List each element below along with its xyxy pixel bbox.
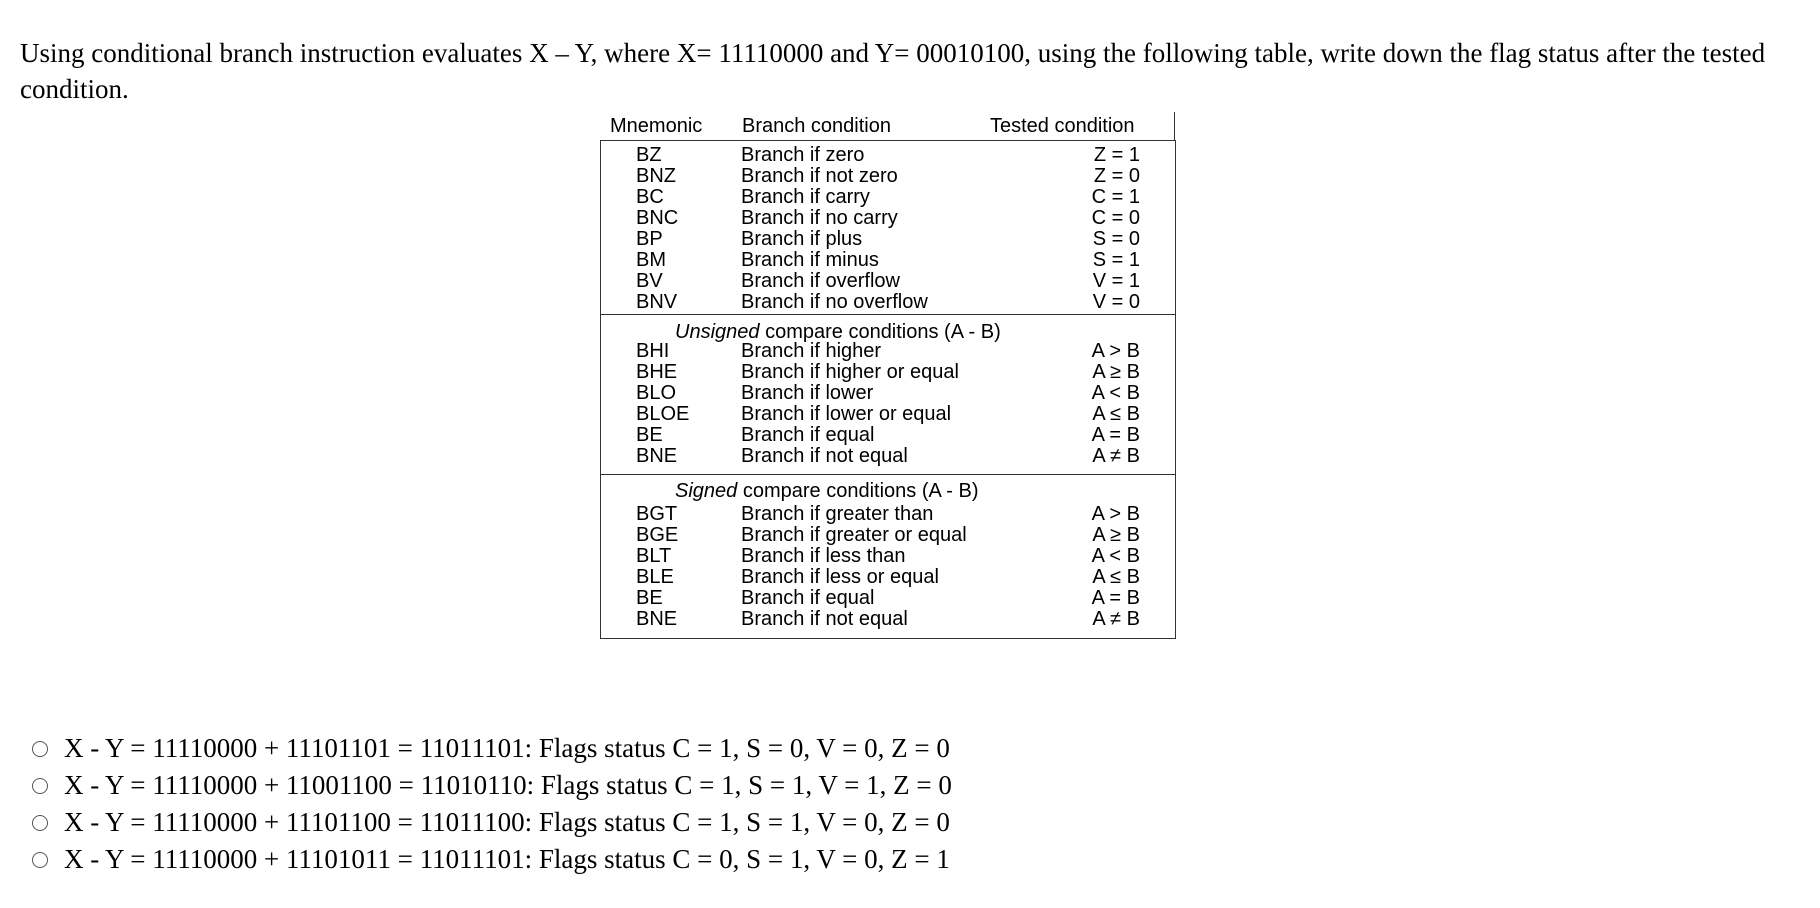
table-row — [600, 504, 1176, 525]
condition-cell: Branch if higher — [741, 340, 882, 362]
answer-option-2[interactable] — [32, 767, 952, 804]
condition-cell: Branch if carry — [741, 186, 870, 208]
condition-cell: Branch if equal — [741, 587, 875, 609]
tested-cell: A = B — [1091, 424, 1140, 446]
condition-cell: Branch if no carry — [741, 207, 898, 229]
mnemonic-cell: BGT — [636, 503, 678, 525]
condition-cell: Branch if not zero — [741, 165, 898, 187]
tested-cell: A ≥ B — [1092, 524, 1140, 546]
tested-cell: V = 0 — [1092, 291, 1140, 313]
mnemonic-cell: BNE — [636, 445, 678, 467]
table-row — [600, 404, 1176, 425]
mnemonic-cell: BHE — [636, 361, 678, 383]
table-row — [600, 446, 1176, 467]
answer-options — [32, 730, 952, 878]
answer-option-3[interactable] — [32, 804, 952, 841]
mnemonic-cell: BNZ — [636, 165, 676, 187]
tested-cell: A < B — [1091, 382, 1140, 404]
condition-cell: Branch if lower or equal — [741, 403, 952, 425]
unsigned-section — [600, 341, 1176, 467]
tested-cell: V = 1 — [1092, 270, 1140, 292]
table-row — [600, 341, 1176, 362]
table-row — [600, 271, 1176, 292]
condition-cell: Branch if greater than — [741, 503, 934, 525]
flag-section — [600, 145, 1176, 313]
header-branch-condition: Branch condition — [742, 115, 891, 137]
table-row — [600, 546, 1176, 567]
tested-cell: A < B — [1091, 545, 1140, 567]
header-mnemonic: Mnemonic — [610, 115, 703, 137]
mnemonic-cell: BHI — [636, 340, 670, 362]
answer-option-1[interactable] — [32, 730, 952, 767]
table-row — [600, 588, 1176, 609]
tested-cell: Z = 1 — [1093, 144, 1140, 166]
header-tested-condition: Tested condition — [990, 115, 1135, 137]
mnemonic-cell: BLO — [636, 382, 677, 404]
radio-button[interactable] — [32, 778, 48, 794]
tested-cell: A ≤ B — [1092, 566, 1140, 588]
signed-title-rest: compare conditions (A - B) — [737, 480, 979, 502]
tested-cell: A ≥ B — [1092, 361, 1140, 383]
table-row — [600, 229, 1176, 250]
section-divider — [600, 314, 1176, 315]
option-label[interactable]: X - Y = 11110000 + 11101101 = 11011101: Flags status C = 1, S = 0, V = 0, Z = 0 — [64, 733, 950, 763]
condition-cell: Branch if minus — [741, 249, 879, 271]
mnemonic-cell: BLOE — [636, 403, 690, 425]
answer-option-4[interactable] — [32, 841, 952, 878]
option-label[interactable]: X - Y = 11110000 + 11101100 = 11011100: Flags status C = 1, S = 1, V = 0, Z = 0 — [64, 807, 950, 837]
condition-cell: Branch if lower — [741, 382, 874, 404]
table-row — [600, 362, 1176, 383]
mnemonic-cell: BV — [636, 270, 663, 292]
signed-title-italic: Signed — [675, 480, 738, 502]
table-row — [600, 383, 1176, 404]
section-divider — [600, 474, 1176, 475]
table-row — [600, 609, 1176, 630]
mnemonic-cell: BP — [636, 228, 663, 250]
tested-cell: A = B — [1091, 587, 1140, 609]
tested-cell: A ≠ B — [1092, 445, 1140, 467]
condition-cell: Branch if not equal — [741, 608, 908, 630]
condition-cell: Branch if higher or equal — [741, 361, 959, 383]
mnemonic-cell: BLE — [636, 566, 674, 588]
radio-button[interactable] — [32, 852, 48, 868]
mnemonic-cell: BE — [636, 424, 663, 446]
condition-cell: Branch if overflow — [741, 270, 900, 292]
option-label[interactable]: X - Y = 11110000 + 11001100 = 11010110: Flags status C = 1, S = 1, V = 1, Z = 0 — [64, 770, 952, 800]
unsigned-title-rest: compare conditions (A - B) — [759, 321, 1001, 343]
tested-cell: S = 0 — [1092, 228, 1140, 250]
table-row — [600, 525, 1176, 546]
mnemonic-cell: BGE — [636, 524, 679, 546]
mnemonic-cell: BZ — [636, 144, 662, 166]
table-row — [600, 292, 1176, 313]
condition-cell: Branch if less or equal — [741, 566, 939, 588]
table-row — [600, 567, 1176, 588]
unsigned-title-italic: Unsigned — [675, 321, 760, 343]
mnemonic-cell: BC — [636, 186, 664, 208]
condition-cell: Branch if not equal — [741, 445, 908, 467]
tested-cell: C = 1 — [1091, 186, 1140, 208]
condition-cell: Branch if greater or equal — [741, 524, 967, 546]
radio-button[interactable] — [32, 741, 48, 757]
question-text: Using conditional branch instruction evaluates X – Y, where X= 11110000 and Y= 00010100, using the following table, write down the flag status after the tested condition. — [20, 38, 1766, 104]
mnemonic-cell: BNE — [636, 608, 678, 630]
table-row — [600, 208, 1176, 229]
tested-cell: Z = 0 — [1093, 165, 1140, 187]
signed-section-title — [675, 481, 979, 502]
table-row — [600, 145, 1176, 166]
condition-cell: Branch if less than — [741, 545, 906, 567]
tested-cell: A > B — [1091, 340, 1140, 362]
tested-cell: A > B — [1091, 503, 1140, 525]
radio-button[interactable] — [32, 815, 48, 831]
condition-cell: Branch if zero — [741, 144, 865, 166]
condition-cell: Branch if equal — [741, 424, 875, 446]
mnemonic-cell: BM — [636, 249, 666, 271]
table-row — [600, 250, 1176, 271]
mnemonic-cell: BNV — [636, 291, 678, 313]
tested-cell: S = 1 — [1092, 249, 1140, 271]
condition-cell: Branch if no overflow — [741, 291, 928, 313]
table-row — [600, 166, 1176, 187]
mnemonic-cell: BLT — [636, 545, 672, 567]
tested-cell: A ≤ B — [1092, 403, 1140, 425]
signed-section — [600, 504, 1176, 630]
mnemonic-cell: BE — [636, 587, 663, 609]
mnemonic-cell: BNC — [636, 207, 679, 229]
tested-cell: C = 0 — [1091, 207, 1140, 229]
condition-cell: Branch if plus — [741, 228, 863, 250]
tested-cell: A ≠ B — [1092, 608, 1140, 630]
table-row — [600, 425, 1176, 446]
option-label[interactable]: X - Y = 11110000 + 11101011 = 11011101: Flags status C = 0, S = 1, V = 0, Z = 1 — [64, 844, 950, 874]
table-row — [600, 187, 1176, 208]
branch-condition-table — [600, 112, 1176, 639]
